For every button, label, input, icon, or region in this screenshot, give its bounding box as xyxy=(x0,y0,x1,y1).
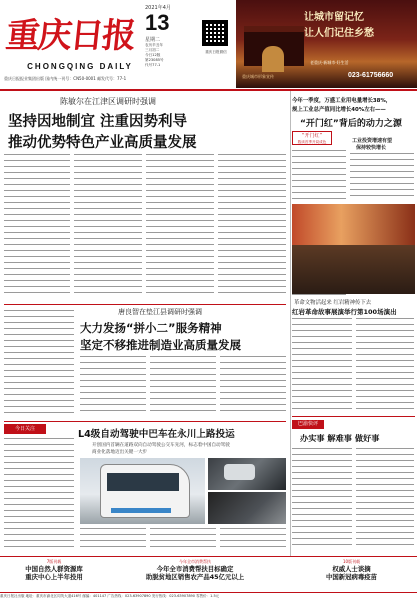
footer-teaser-3[interactable] xyxy=(290,557,413,591)
culture-headline[interactable]: 红岩革命故事展演举行第100场演出 xyxy=(292,308,397,316)
footer-teasers xyxy=(0,557,417,591)
column-headline[interactable]: 办实事 解难事 做好事 xyxy=(300,433,380,443)
right-headline-1[interactable]: 今年一季度，万盛工业用电量增长38%， xyxy=(292,98,392,104)
column-body-col-2 xyxy=(356,448,414,554)
column-body-col-1 xyxy=(292,448,352,554)
banner-phone: 023-61756660 xyxy=(348,72,394,79)
right-headline-3[interactable]: “开门红”背后的动力之源 xyxy=(300,119,402,129)
factory-photo[interactable] xyxy=(292,204,415,294)
lead-body-col-3 xyxy=(146,154,214,302)
right-body-col-2 xyxy=(350,153,414,203)
footer-teaser-kicker: 今年全市消费帮扶 xyxy=(179,559,211,564)
lead-headline-1[interactable]: 坚持因地制宜 注重因势利导 xyxy=(8,114,188,130)
qr-code-icon[interactable] xyxy=(202,20,228,46)
footer-teaser-kicker: 10版刊载 xyxy=(342,559,361,564)
autodrive-subhead-1: 开创国内首辆在道路双向自动驾驶公交车先河，标志着中国自动驾驶 xyxy=(92,443,230,448)
footer-teaser-title: 今年全市消费帮扶目标确定 xyxy=(156,565,234,573)
qr-caption: 重庆日报微信 xyxy=(205,50,227,54)
second-body-col-3 xyxy=(150,356,216,418)
lead-body-col-4 xyxy=(218,154,286,302)
footer-teaser-title: 中国自然人群资源库 xyxy=(25,565,83,573)
culture-body-col-2 xyxy=(356,318,414,414)
column-box-divider xyxy=(292,416,415,417)
autodrive-body-col-1 xyxy=(4,438,74,554)
issue-line: 农历辛丑年 xyxy=(145,43,163,47)
footer-teaser-title: 重庆中心上半年投用 xyxy=(25,573,83,581)
newspaper-logo-english: CHONGQING DAILY xyxy=(27,62,133,71)
city-gate-image xyxy=(244,26,304,66)
imprint-bar: 重庆日报社出版 地址：重庆市渝北区同茂大道416号 邮编：401147 广告热线：023-63907890 发行热线：023-63907890 零售价：1.5元 xyxy=(0,592,417,600)
second-kicker: 唐良智在垫江县调研时强调 xyxy=(118,308,202,316)
autodrive-body-col-3 xyxy=(150,528,216,554)
tag-sub-label: 数读首季开局成色 xyxy=(297,140,327,144)
right-side-title: 工业投资增速有望 xyxy=(352,138,393,144)
banner-line-2: 让人们记住乡愁 xyxy=(304,28,374,39)
footer-teaser-title: 权威人士谈摘 xyxy=(332,565,371,573)
lead-headline-2[interactable]: 推动优势特色产业高质量发展 xyxy=(8,135,197,151)
lead-body-col-2 xyxy=(74,154,142,302)
column-divider xyxy=(290,91,291,557)
second-headline-2[interactable]: 坚定不移推进制造业高质量发展 xyxy=(80,338,241,352)
bus-icon xyxy=(100,464,190,518)
autodrive-body-col-4 xyxy=(220,528,286,554)
newspaper-logo[interactable]: 重庆日报 xyxy=(3,16,137,56)
bus-interior-photo[interactable] xyxy=(208,492,286,524)
second-body-col-1 xyxy=(4,310,74,418)
city-promo-banner[interactable] xyxy=(236,0,417,88)
issue-date-box xyxy=(145,4,200,84)
autodrive-body-col-2 xyxy=(80,528,146,554)
banner-line-1: 让城市留记忆 xyxy=(304,12,364,23)
bus-cabin-photo[interactable] xyxy=(208,458,286,490)
issue-day: 13 xyxy=(145,10,170,35)
lead-kicker: 陈敏尔在江津区调研时强调 xyxy=(60,97,156,106)
today-focus-tag: 今日关注 xyxy=(4,424,46,434)
masthead-divider xyxy=(0,89,417,91)
right-side-subtitle: 保持较快增长 xyxy=(356,145,387,151)
issue-line: 今日12版 xyxy=(145,53,161,57)
footer-teaser-1[interactable] xyxy=(4,557,104,591)
second-headline-1[interactable]: 大力发扬“拼小二”服务精神 xyxy=(80,321,222,335)
tag-label: “开门红” xyxy=(301,133,323,139)
right-headline-2[interactable]: 规上工业总产值同比增长40%左右—— xyxy=(292,107,386,113)
banner-small-text: 老重庆·新城市·好生活 xyxy=(310,60,349,65)
publisher-info: 重庆日报报业集团出版 国内统一刊号：CN50-0001 邮发代号：77-1 xyxy=(4,76,127,81)
footer-teaser-2[interactable] xyxy=(110,557,280,591)
second-body-col-4 xyxy=(220,356,286,418)
issue-line: 三月初二 xyxy=(145,48,160,52)
banner-bottom-text: 重庆城市形象宣传 xyxy=(242,74,274,79)
lead-body-col-1 xyxy=(4,154,70,302)
footer-teaser-title: 中国新冠病毒疫苗 xyxy=(325,573,378,581)
section-divider xyxy=(4,304,286,305)
culture-kicker: 革命文物活起来 红岩精神传下去 xyxy=(294,300,372,306)
issue-weekday: 星期二 xyxy=(145,37,161,43)
second-body-col-2 xyxy=(80,356,146,418)
footer-teaser-kicker: 7版刊载 xyxy=(46,559,62,564)
kaimenhong-tag xyxy=(292,131,332,145)
autonomous-bus-photo[interactable] xyxy=(80,458,205,524)
culture-body-col-1 xyxy=(292,318,352,414)
issue-line: 代号77-1 xyxy=(145,63,161,67)
footer-teaser-title: 助脱贫地区销售农产品45亿元以上 xyxy=(145,573,245,581)
column-label: 巴渝快评 xyxy=(292,420,324,429)
autodrive-headline[interactable]: L4级自动驾驶中巴车在永川上路投运 xyxy=(78,429,235,440)
issue-year-month: 2021年4月 xyxy=(145,5,171,11)
autodrive-divider xyxy=(4,421,286,422)
issue-line: 第23085号 xyxy=(145,58,164,62)
masthead xyxy=(0,0,417,88)
autodrive-subhead-2: 商业化落地迈出关键一大步 xyxy=(92,450,148,455)
